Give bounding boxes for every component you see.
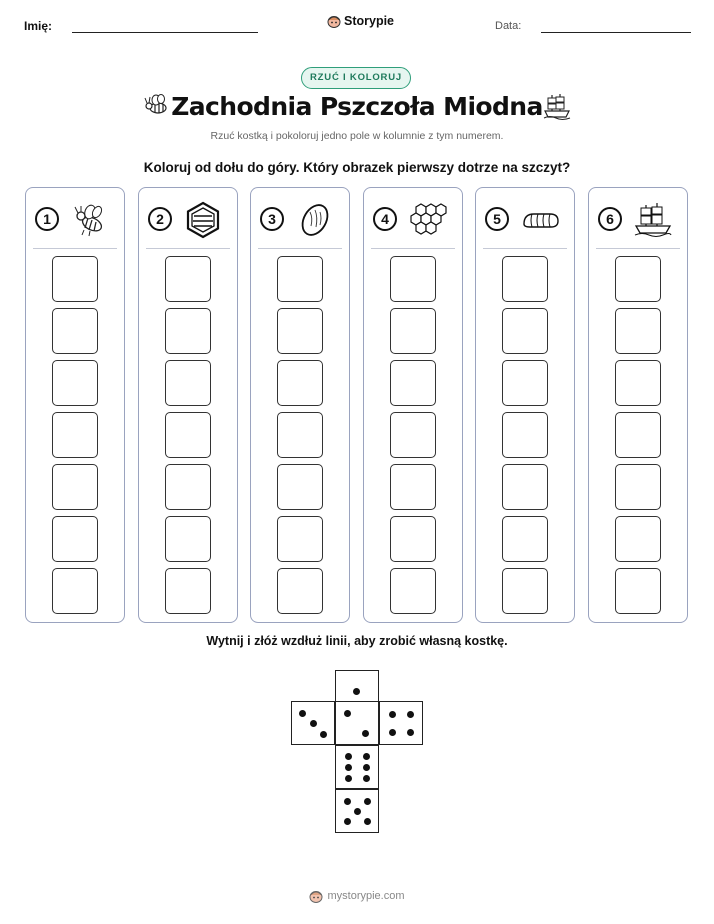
- dice-face-4: [379, 701, 423, 745]
- coloring-cell[interactable]: [52, 360, 98, 406]
- dice-face-3: [291, 701, 335, 745]
- coloring-cell[interactable]: [390, 464, 436, 510]
- date-label: Data:: [495, 20, 522, 32]
- dice-pip: [363, 764, 370, 771]
- coloring-cell[interactable]: [165, 308, 211, 354]
- coloring-cell[interactable]: [277, 256, 323, 302]
- coloring-cell[interactable]: [615, 516, 661, 562]
- brand-name: Storypie: [344, 13, 395, 28]
- coloring-cell[interactable]: [277, 308, 323, 354]
- coloring-cell[interactable]: [390, 516, 436, 562]
- brand-logo: [327, 13, 394, 28]
- coloring-cell[interactable]: [52, 308, 98, 354]
- column-divider: [483, 248, 567, 249]
- ship-icon: [542, 91, 572, 121]
- ship-icon: [633, 200, 673, 240]
- dice-pip: [345, 764, 352, 771]
- column-number: 5: [485, 207, 509, 231]
- coloring-cell[interactable]: [390, 256, 436, 302]
- column-number: 3: [260, 207, 284, 231]
- dice-pip: [407, 711, 414, 718]
- dice-pip: [310, 720, 317, 727]
- dice-pip: [320, 731, 327, 738]
- coloring-cell[interactable]: [277, 568, 323, 614]
- dice-pip: [353, 688, 360, 695]
- dice-pip: [344, 818, 351, 825]
- coloring-cell[interactable]: [277, 412, 323, 458]
- column-1: [25, 187, 125, 623]
- coloring-cell[interactable]: [52, 516, 98, 562]
- coloring-cell[interactable]: [165, 516, 211, 562]
- dice-pip: [389, 729, 396, 736]
- coloring-cell[interactable]: [615, 464, 661, 510]
- column-number: 6: [598, 207, 622, 231]
- instruction: Koloruj od dołu do góry. Który obrazek pierwszy dotrze na szczyt?: [143, 160, 571, 175]
- coloring-cell[interactable]: [502, 412, 548, 458]
- column-number: 2: [148, 207, 172, 231]
- column-divider: [258, 248, 342, 249]
- cut-instruction: Wytnij i złóż wzdłuż linii, aby zrobić własną kostkę.: [206, 634, 508, 648]
- dice-pip: [345, 753, 352, 760]
- coloring-cell[interactable]: [502, 464, 548, 510]
- dice-pip: [354, 808, 361, 815]
- pie-mascot-icon: [309, 888, 323, 903]
- coloring-cell[interactable]: [52, 568, 98, 614]
- dice-pip: [362, 730, 369, 737]
- subtitle: Rzuć kostką i pokoloruj jedno pole w kolumnie z tym numerem.: [210, 130, 504, 142]
- dice-face-5: [335, 789, 379, 833]
- coloring-cell[interactable]: [390, 412, 436, 458]
- coloring-cell[interactable]: [502, 308, 548, 354]
- date-line: [541, 32, 691, 33]
- coloring-cell[interactable]: [390, 568, 436, 614]
- column-divider: [146, 248, 230, 249]
- dice-pip: [389, 711, 396, 718]
- coloring-cell[interactable]: [615, 360, 661, 406]
- dice-pip: [363, 775, 370, 782]
- dice-pip: [407, 729, 414, 736]
- larva-icon: [520, 200, 560, 240]
- dice-face-6: [335, 745, 379, 789]
- coloring-cell[interactable]: [52, 412, 98, 458]
- coloring-cell[interactable]: [615, 256, 661, 302]
- honeycomb-icon: [408, 200, 448, 240]
- footer: [0, 888, 714, 903]
- hexagon-cell-icon: [183, 200, 223, 240]
- column-6: [588, 187, 688, 623]
- coloring-cell[interactable]: [502, 516, 548, 562]
- coloring-cell[interactable]: [615, 412, 661, 458]
- coloring-cell[interactable]: [277, 464, 323, 510]
- dice-pip: [299, 710, 306, 717]
- coloring-cell[interactable]: [165, 256, 211, 302]
- column-divider: [33, 248, 117, 249]
- coloring-cell[interactable]: [277, 360, 323, 406]
- column-divider: [596, 248, 680, 249]
- bee-egg-icon: [295, 200, 335, 240]
- coloring-cell[interactable]: [502, 568, 548, 614]
- bee-icon: [70, 200, 110, 240]
- name-line: [72, 32, 258, 33]
- dice-pip: [344, 710, 351, 717]
- column-2: [138, 187, 238, 623]
- coloring-cell[interactable]: [52, 464, 98, 510]
- footer-url[interactable]: mystorypie.com: [327, 889, 405, 902]
- coloring-cell[interactable]: [165, 568, 211, 614]
- coloring-cell[interactable]: [165, 464, 211, 510]
- dice-pip: [364, 818, 371, 825]
- column-5: [475, 187, 575, 623]
- dice-pip: [364, 798, 371, 805]
- coloring-cell[interactable]: [52, 256, 98, 302]
- coloring-cell[interactable]: [165, 360, 211, 406]
- dice-face-2: [335, 701, 379, 745]
- coloring-cell[interactable]: [502, 360, 548, 406]
- page-title: Zachodnia Pszczoła Miodna: [171, 92, 543, 121]
- dice-pip: [363, 753, 370, 760]
- coloring-cell[interactable]: [165, 412, 211, 458]
- coloring-cell[interactable]: [502, 256, 548, 302]
- column-number: 4: [373, 207, 397, 231]
- column-3: [250, 187, 350, 623]
- pie-mascot-icon: [327, 13, 341, 28]
- activity-badge: RZUĆ I KOLORUJ: [301, 67, 411, 89]
- dice-pip: [344, 798, 351, 805]
- column-4: [363, 187, 463, 623]
- coloring-cell[interactable]: [390, 360, 436, 406]
- coloring-cell[interactable]: [615, 568, 661, 614]
- coloring-cell[interactable]: [615, 308, 661, 354]
- dice-pip: [345, 775, 352, 782]
- name-label: Imię:: [24, 19, 53, 33]
- coloring-cell[interactable]: [277, 516, 323, 562]
- coloring-cell[interactable]: [390, 308, 436, 354]
- column-number: 1: [35, 207, 59, 231]
- column-divider: [371, 248, 455, 249]
